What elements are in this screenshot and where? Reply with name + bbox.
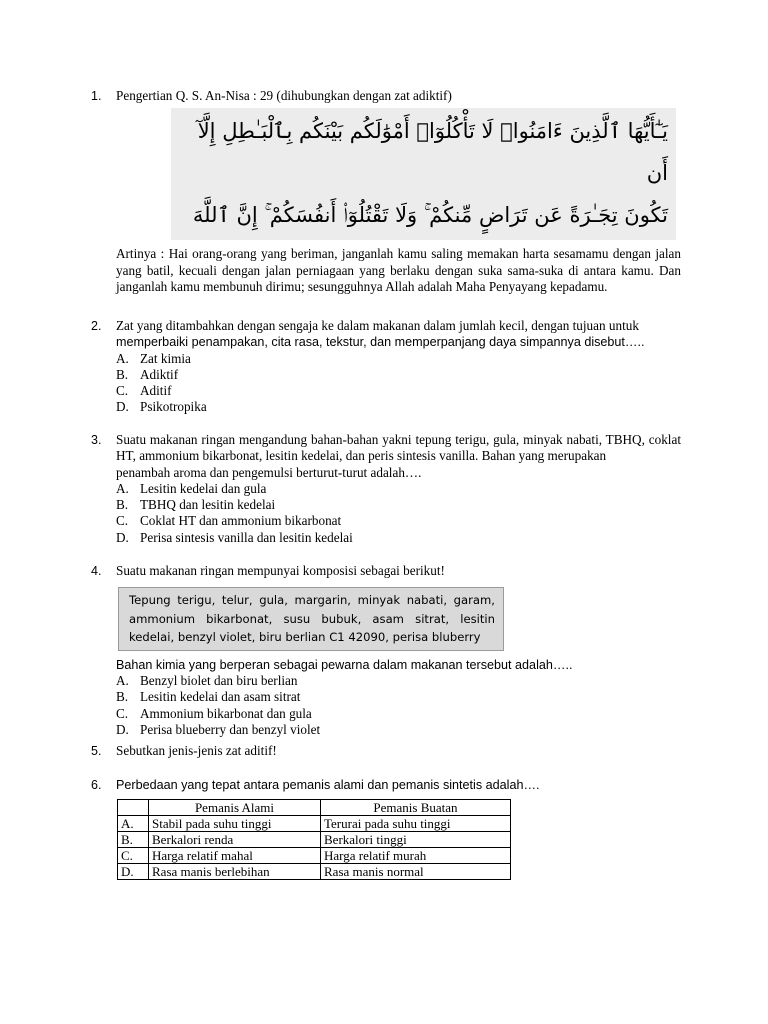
option-text: Aditif bbox=[140, 383, 172, 399]
option-c[interactable] bbox=[116, 383, 681, 399]
question-3 bbox=[91, 432, 681, 546]
option-text: Psikotropika bbox=[140, 399, 207, 415]
option-a[interactable] bbox=[116, 481, 681, 497]
question-text: Zat yang ditambahkan dengan sengaja ke dalam makanan dalam jumlah kecil, dengan tujuan untuk bbox=[116, 318, 639, 333]
option-text: Adiktif bbox=[140, 366, 179, 382]
question-number: 3. bbox=[91, 433, 102, 447]
question-text: Sebutkan jenis-jenis zat aditif! bbox=[116, 743, 277, 758]
option-b[interactable] bbox=[116, 497, 681, 513]
table-cell: D. bbox=[118, 864, 149, 880]
option-c[interactable] bbox=[116, 513, 681, 529]
option-text: Zat kimia bbox=[140, 350, 191, 366]
option-letter: C. bbox=[116, 383, 129, 399]
arabic-verse-box bbox=[171, 108, 676, 240]
question-1 bbox=[91, 88, 681, 295]
table-cell: Rasa manis normal bbox=[321, 864, 511, 880]
table-cell: Berkalori renda bbox=[149, 832, 321, 848]
table-cell: Terurai pada suhu tinggi bbox=[321, 816, 511, 832]
option-letter: A. bbox=[116, 350, 129, 366]
question-text-continued: Bahan kimia yang berperan sebagai pewarna dalam makanan tersebut adalah….. bbox=[116, 657, 573, 672]
option-letter: D. bbox=[116, 529, 129, 545]
option-text: Coklat HT dan ammonium bikarbonat bbox=[140, 513, 342, 529]
option-letter: D. bbox=[116, 721, 129, 737]
table-header-row bbox=[118, 800, 511, 816]
arabic-line: تَكُونَ تِجَـٰرَةً عَن تَرَاضٍ مِّنكُمْ ۚ وَلَا تَقْتُلُوٓا۟ أَنفُسَكُمْ ۚ إِنَّ ٱللَّهَ bbox=[192, 203, 668, 228]
option-d[interactable] bbox=[116, 722, 681, 738]
table-cell: Harga relatif murah bbox=[321, 848, 511, 864]
table-cell: Berkalori tinggi bbox=[321, 832, 511, 848]
question-number: 4. bbox=[91, 564, 102, 578]
option-text: Ammonium bikarbonat dan gula bbox=[140, 705, 312, 721]
option-letter: A. bbox=[116, 480, 129, 496]
option-b[interactable] bbox=[116, 689, 681, 705]
question-text: Suatu makanan ringan mengandung bahan-bahan yakni tepung terigu, gula, minyak nabati, TBHQ, coklat HT, ammonium bikarbonat, lesitin kedelai, dan peris sintesis vanilla. Bahan yang merupakan bbox=[116, 432, 681, 464]
question-number: 5. bbox=[91, 744, 102, 758]
option-text: Perisa blueberry dan benzyl violet bbox=[140, 721, 321, 737]
table-cell: C. bbox=[118, 848, 149, 864]
table-cell: Harga relatif mahal bbox=[149, 848, 321, 864]
table-row[interactable] bbox=[118, 816, 511, 832]
option-text: Lesitin kedelai dan gula bbox=[140, 480, 267, 496]
question-text: Perbedaan yang tepat antara pemanis alami dan pemanis sintetis adalah…. bbox=[116, 778, 540, 792]
option-letter: C. bbox=[116, 513, 129, 529]
option-letter: B. bbox=[116, 689, 129, 705]
option-text: Perisa sintesis vanilla dan lesitin kedelai bbox=[140, 529, 353, 545]
table-row[interactable] bbox=[118, 848, 511, 864]
option-letter: D. bbox=[116, 399, 129, 415]
question-text-continued: memperbaiki penampakan, cita rasa, tekstur, dan memperpanjang daya simpannya disebut….. bbox=[116, 335, 645, 350]
table-cell: Rasa manis berlebihan bbox=[149, 864, 321, 880]
question-number: 2. bbox=[91, 319, 102, 333]
option-d[interactable] bbox=[116, 530, 681, 546]
question-4 bbox=[91, 563, 681, 738]
option-c[interactable] bbox=[116, 706, 681, 722]
table-cell: B. bbox=[118, 832, 149, 848]
question-number: 1. bbox=[91, 89, 102, 103]
table-header-cell bbox=[118, 800, 149, 816]
question-5 bbox=[91, 743, 681, 759]
table-cell: Stabil pada suhu tinggi bbox=[149, 816, 321, 832]
option-letter: A. bbox=[116, 673, 129, 689]
table-header-cell: Pemanis Buatan bbox=[321, 800, 511, 816]
question-text-continued: penambah aroma dan pengemulsi berturut-turut adalah…. bbox=[116, 464, 422, 480]
arabic-line: يَـٰٓأَيُّهَا ٱلَّذِينَ ءَامَنُوا۟ لَا تَأْكُلُوٓا۟ أَمْوَٰلَكُم بَيْنَكُم بِٱلْبَـٰطِلِ إِلَّآ أَن bbox=[197, 119, 668, 186]
option-a[interactable] bbox=[116, 673, 681, 689]
option-letter: B. bbox=[116, 366, 129, 382]
verse-translation: Artinya : Hai orang-orang yang beriman, janganlah kamu saling memakan harta sesamamu dengan jalan yang batil, kecuali dengan jalan perniagaan yang berlaku dengan suka sama-suka di antara kamu. Dan janganlah kamu membunuh dirimu; sesungguhnya Allah adalah Maha Penyayang kepadamu. bbox=[116, 246, 681, 294]
table-header-cell: Pemanis Alami bbox=[149, 800, 321, 816]
option-a[interactable] bbox=[116, 351, 681, 367]
option-text: TBHQ dan lesitin kedelai bbox=[140, 497, 276, 513]
question-text: Pengertian Q. S. An-Nisa : 29 (dihubungkan dengan zat adiktif) bbox=[116, 88, 452, 103]
question-6 bbox=[91, 777, 681, 880]
question-text: Suatu makanan ringan mempunyai komposisi sebagai berikut! bbox=[116, 563, 445, 578]
option-letter: B. bbox=[116, 497, 129, 513]
option-b[interactable] bbox=[116, 367, 681, 383]
table-row[interactable] bbox=[118, 832, 511, 848]
question-number: 6. bbox=[91, 778, 102, 792]
composition-box: Tepung terigu, telur, gula, margarin, minyak nabati, garam, ammonium bikarbonat, susu bubuk, asam sitrat, lesitin kedelai, benzyl violet, biru berlian C1 42090, perisa bluberry bbox=[118, 587, 504, 651]
option-text: Lesitin kedelai dan asam sitrat bbox=[140, 689, 301, 705]
option-letter: C. bbox=[116, 705, 129, 721]
table-cell: A. bbox=[118, 816, 149, 832]
sweetener-table bbox=[117, 799, 511, 880]
option-d[interactable] bbox=[116, 399, 681, 415]
question-2 bbox=[91, 318, 681, 416]
option-text: Benzyl biolet dan biru berlian bbox=[140, 673, 298, 689]
table-row[interactable] bbox=[118, 864, 511, 880]
